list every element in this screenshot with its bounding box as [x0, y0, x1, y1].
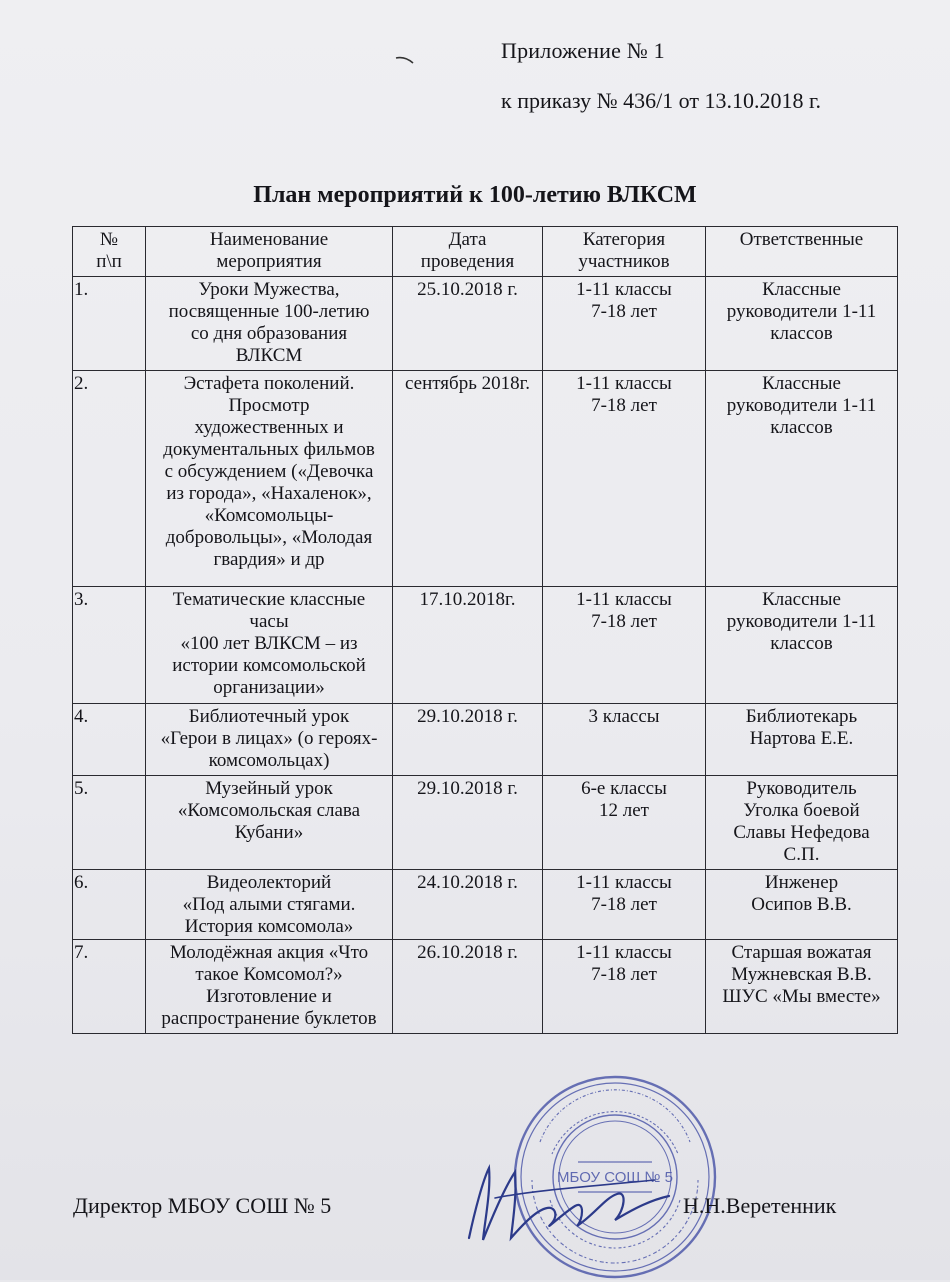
row-number: 6. — [73, 870, 146, 940]
event-name: Библиотечный урок «Герои в лицах» (о героях- комсомольцах) — [146, 704, 393, 776]
event-name: Тематические классные часы «100 лет ВЛКСМ – из истории комсомольской организации» — [146, 587, 393, 704]
event-date: 29.10.2018 г. — [393, 704, 543, 776]
column-header-responsible: Ответственные — [706, 227, 898, 277]
event-responsible: Классные руководители 1-11 классов — [706, 277, 898, 371]
event-responsible: Классные руководители 1-11 классов — [706, 371, 898, 587]
events-table — [72, 226, 898, 1034]
column-header-date: Дата проведения — [393, 227, 543, 277]
table-row — [73, 870, 898, 940]
row-number: 5. — [73, 776, 146, 870]
table-row — [73, 587, 898, 704]
event-date: 24.10.2018 г. — [393, 870, 543, 940]
row-number: 7. — [73, 940, 146, 1034]
pen-mark — [395, 55, 415, 65]
event-date: 29.10.2018 г. — [393, 776, 543, 870]
event-participants: 1-11 классы 7-18 лет — [543, 940, 706, 1034]
event-name: Эстафета поколений. Просмотр художественных и документальных фильмов с обсуждением («Девочка из города», «Нахаленок», «Комсомольцы- добровольцы», «Молодая гвардия» и др — [146, 371, 393, 587]
event-name: Молодёжная акция «Что такое Комсомол?» Изготовление и распространение буклетов — [146, 940, 393, 1034]
event-participants: 1-11 классы 7-18 лет — [543, 870, 706, 940]
event-date: 17.10.2018г. — [393, 587, 543, 704]
event-responsible: Старшая вожатая Мужневская В.В. ШУС «Мы вместе» — [706, 940, 898, 1034]
event-name: Видеолекторий «Под алыми стягами. История комсомола» — [146, 870, 393, 940]
event-participants: 3 классы — [543, 704, 706, 776]
row-number: 2. — [73, 371, 146, 587]
column-header-participants: Категория участников — [543, 227, 706, 277]
row-number: 1. — [73, 277, 146, 371]
appendix-label: Приложение № 1 — [501, 38, 665, 63]
column-header-number: № п\п — [73, 227, 146, 277]
event-responsible: Библиотекарь Нартова Е.Е. — [706, 704, 898, 776]
table-row — [73, 776, 898, 870]
event-date: 25.10.2018 г. — [393, 277, 543, 371]
table-row — [73, 277, 898, 371]
table-row — [73, 371, 898, 587]
event-name: Музейный урок «Комсомольская слава Кубани» — [146, 776, 393, 870]
event-participants: 1-11 классы 7-18 лет — [543, 277, 706, 371]
signer-title: Директор МБОУ СОШ № 5 — [73, 1193, 332, 1218]
table-row — [73, 704, 898, 776]
row-number: 4. — [73, 704, 146, 776]
signer-name: Н.Н.Веретенник — [683, 1193, 837, 1218]
document-title: План мероприятий к 100-летию ВЛКСМ — [253, 182, 697, 208]
table-header-row — [73, 227, 898, 277]
stamp-center-text: МБОУ СОШ № 5 — [557, 1169, 673, 1186]
event-responsible: Руководитель Уголка боевой Славы Нефедова С.П. — [706, 776, 898, 870]
order-reference: к приказу № 436/1 от 13.10.2018 г. — [501, 88, 822, 113]
column-header-event-name: Наименование мероприятия — [146, 227, 393, 277]
event-date: сентябрь 2018г. — [393, 371, 543, 587]
table-row — [73, 940, 898, 1034]
event-participants: 1-11 классы 7-18 лет — [543, 371, 706, 587]
event-participants: 6-е классы 12 лет — [543, 776, 706, 870]
director-signature — [455, 1150, 685, 1250]
row-number: 3. — [73, 587, 146, 704]
event-responsible: Инженер Осипов В.В. — [706, 870, 898, 940]
event-responsible: Классные руководители 1-11 классов — [706, 587, 898, 704]
event-date: 26.10.2018 г. — [393, 940, 543, 1034]
event-name: Уроки Мужества, посвященные 100-летию со дня образования ВЛКСМ — [146, 277, 393, 371]
event-participants: 1-11 классы 7-18 лет — [543, 587, 706, 704]
